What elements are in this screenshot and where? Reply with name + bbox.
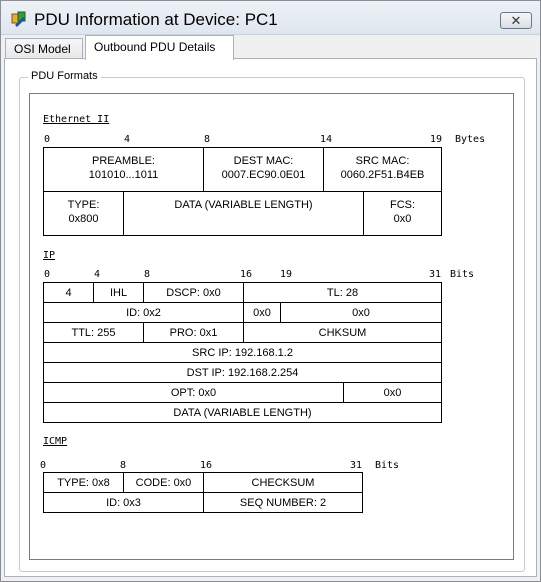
ip-tick-8: 8 — [144, 269, 151, 280]
ip-version-cell: 4 — [43, 282, 94, 303]
ip-options-cell: OPT: 0x0 — [43, 382, 344, 403]
icmp-type-cell: TYPE: 0x8 — [43, 472, 124, 493]
icmp-code-cell: CODE: 0x0 — [123, 472, 204, 493]
ip-unit: Bits — [450, 269, 475, 280]
ethernet-tick-4: 4 — [124, 134, 131, 145]
pdu-formats-group — [19, 70, 525, 572]
ip-ttl-cell: TTL: 255 — [43, 322, 144, 343]
ip-tick-16: 16 — [240, 269, 253, 280]
ip-tick-4: 4 — [94, 269, 101, 280]
ip-fragment-offset-cell: 0x0 — [280, 302, 442, 323]
dest-mac-value: 0007.EC90.0E01 — [221, 169, 306, 181]
ip-ihl-cell: IHL — [93, 282, 144, 303]
icmp-tick-16: 16 — [200, 460, 213, 471]
ethernet-title: Ethernet II — [43, 114, 110, 125]
group-legend: PDU Formats — [28, 70, 101, 82]
preamble-value: 101010...1011 — [88, 169, 159, 181]
ethernet-fcs-cell — [363, 191, 442, 236]
ip-dscp-cell: DSCP: 0x0 — [143, 282, 244, 303]
icmp-unit: Bits — [375, 460, 400, 471]
window-title: PDU Information at Device: PC1 — [34, 10, 278, 29]
ethernet-tick-0: 0 — [44, 134, 51, 145]
icmp-title: ICMP — [43, 436, 68, 447]
ip-tick-31: 31 — [429, 269, 442, 280]
tab-content-panel — [4, 58, 537, 577]
type-value: 0x800 — [68, 213, 99, 225]
close-icon: ✕ — [510, 13, 522, 28]
ip-padding-cell: 0x0 — [343, 382, 442, 403]
icmp-id-cell: ID: 0x3 — [43, 492, 204, 513]
fcs-value: 0x0 — [393, 213, 412, 225]
title-bar[interactable] — [1, 1, 540, 35]
ip-src-ip-cell: SRC IP: 192.168.1.2 — [43, 342, 442, 363]
icmp-checksum-cell: CHECKSUM — [203, 472, 363, 493]
ip-title: IP — [43, 250, 56, 261]
ethernet-unit: Bytes — [455, 134, 486, 145]
icmp-tick-8: 8 — [120, 460, 127, 471]
ethernet-type-cell — [43, 191, 124, 236]
ip-dst-ip-cell: DST IP: 192.168.2.254 — [43, 362, 442, 383]
tab-strip — [1, 35, 540, 59]
ethernet-tick-8: 8 — [204, 134, 211, 145]
dest-mac-label: DEST MAC: — [233, 155, 294, 167]
pdu-formats-scroll-area[interactable] — [29, 93, 514, 560]
packet-tracer-app-icon — [11, 11, 27, 27]
ip-tick-0: 0 — [44, 269, 51, 280]
icmp-seq-cell: SEQ NUMBER: 2 — [203, 492, 363, 513]
ip-protocol-cell: PRO: 0x1 — [143, 322, 244, 343]
ip-data-cell: DATA (VARIABLE LENGTH) — [43, 402, 442, 423]
tab-outbound-pdu-details[interactable]: Outbound PDU Details — [85, 35, 234, 60]
preamble-label: PREAMBLE: — [92, 155, 155, 167]
ip-total-length-cell: TL: 28 — [243, 282, 442, 303]
icmp-tick-31: 31 — [350, 460, 363, 471]
icmp-tick-0: 0 — [40, 460, 47, 471]
ethernet-data-cell — [123, 191, 364, 236]
ip-id-cell: ID: 0x2 — [43, 302, 244, 323]
ethernet-tick-19: 19 — [430, 134, 443, 145]
fcs-label: FCS: — [389, 199, 416, 211]
src-mac-value: 0060.2F51.B4EB — [340, 169, 425, 181]
ethernet-data-label: DATA (VARIABLE LENGTH) — [174, 199, 313, 211]
close-button[interactable] — [500, 12, 532, 29]
ethernet-preamble-cell — [43, 147, 204, 192]
ethernet-tick-14: 14 — [320, 134, 333, 145]
ip-checksum-cell: CHKSUM — [243, 322, 442, 343]
src-mac-label: SRC MAC: — [355, 155, 410, 167]
tab-osi-model[interactable]: OSI Model — [5, 38, 83, 60]
ethernet-dest-mac-cell — [203, 147, 324, 192]
ip-tick-19: 19 — [280, 269, 293, 280]
ethernet-src-mac-cell — [323, 147, 442, 192]
type-label: TYPE: — [67, 199, 100, 211]
ip-flags-cell: 0x0 — [243, 302, 281, 323]
